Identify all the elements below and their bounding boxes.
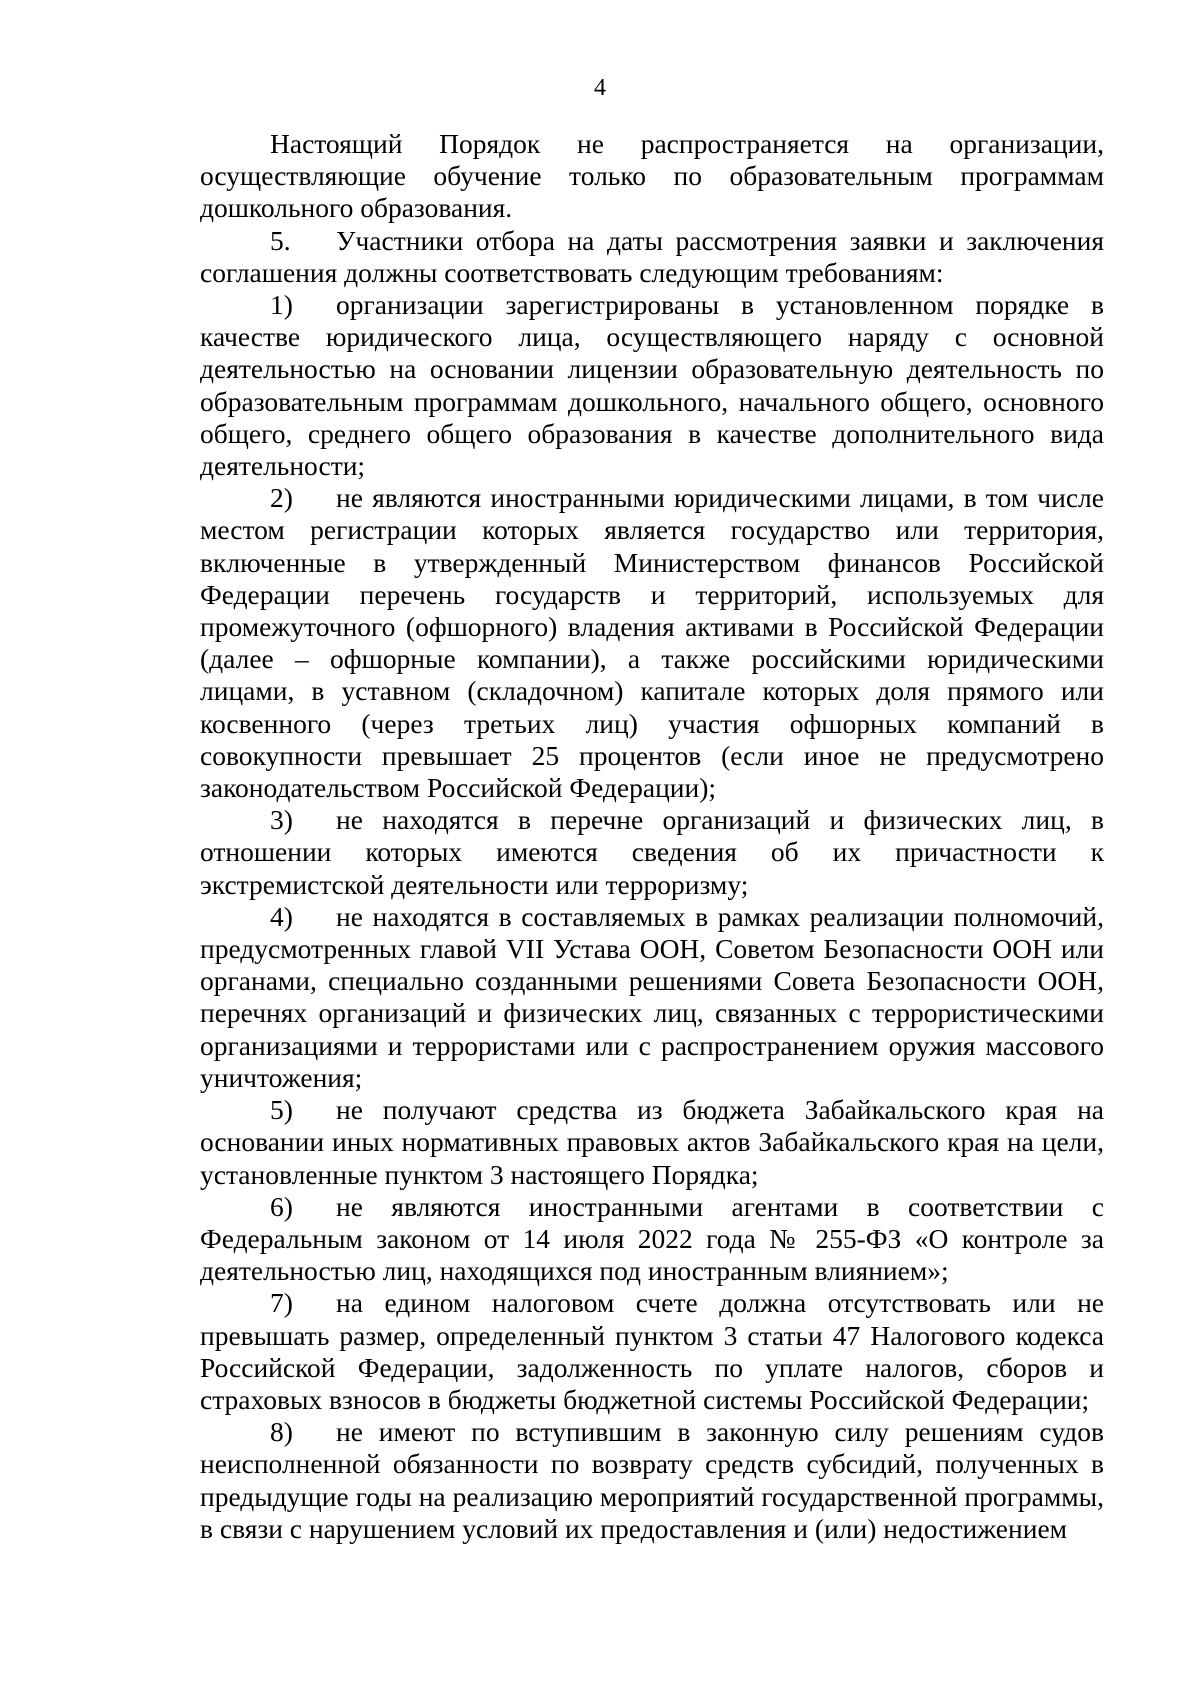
- paragraph-subitem-8: [200, 1416, 1104, 1545]
- paragraph-number: 2): [270, 482, 293, 514]
- paragraph-number: 1): [270, 289, 293, 321]
- paragraph-subitem-7: [200, 1287, 1104, 1416]
- paragraph-number: 7): [270, 1287, 293, 1319]
- paragraph-text: Настоящий Порядок не распространяется на организации, осуществляющие обучение только по образовательным программам дошкольного образования.: [200, 128, 1104, 224]
- paragraph-text: не получают средства из бюджета Забайкальского края на основании иных нормативных правовых актов Забайкальского края на цели, установленные пунктом 3 настоящего Порядка;: [200, 1094, 1104, 1190]
- paragraph-text: не находятся в составляемых в рамках реализации полномочий, предусмотренных главой VII Устава ООН, Советом Безопасности ООН или органами, специально созданными решениями Совета Безопасности ООН, перечнях организаций и физических лиц, связанных с террористическими организациями и террористами или с распространением оружия массового уничтожения;: [200, 900, 1104, 1093]
- paragraph-subitem-6: [200, 1191, 1104, 1288]
- paragraph-scope-note: [200, 128, 1104, 225]
- paragraph-subitem-4: [200, 901, 1104, 1094]
- paragraph-item-5: [200, 225, 1104, 289]
- paragraph-subitem-5: [200, 1094, 1104, 1191]
- paragraph-subitem-3: [200, 804, 1104, 901]
- paragraph-number: 8): [270, 1416, 293, 1448]
- paragraph-number: 6): [270, 1190, 293, 1222]
- paragraph-number: 4): [270, 900, 293, 932]
- paragraph-text: не являются иностранными агентами в соответствии с Федеральным законом от 14 июля 2022 года № 255-ФЗ «О контроле за деятельностью лиц, находящихся под иностранным влиянием»;: [200, 1190, 1104, 1287]
- paragraph-number: 3): [270, 804, 293, 836]
- paragraph-text: Участники отбора на даты рассмотрения заявки и заключения соглашения должны соответствовать следующим требованиям:: [200, 224, 1104, 288]
- paragraph-text: не являются иностранными юридическими лицами, в том числе местом регистрации которых является государство или территория, включенные в утвержденный Министерством финансов Российской Федерации перечень государств и территорий, используемых для промежуточного (офшорного) владения активами в Российской Федерации (далее – офшорные компании), а также российскими юридическими лицами, в уставном (складочном) капитале которых доля прямого или косвенного (через третьих лиц) участия офшорных компаний в совокупности превышает 25 процентов (если иное не предусмотрено законодательством Российской Федерации);: [200, 482, 1104, 804]
- paragraph-subitem-2: [200, 482, 1104, 804]
- paragraph-number: 5): [270, 1094, 293, 1126]
- paragraph-text: не имеют по вступившим в законную силу решениям судов неисполненной обязанности по возврату средств субсидий, полученных в предыдущие годы на реализацию мероприятий государственной программы, в связи с нарушением условий их предоставления и (или) недостижением: [200, 1416, 1104, 1544]
- paragraph-text: организации зарегистрированы в установленном порядке в качестве юридического лица, осуществляющего наряду с основной деятельностью на основании лицензии образовательную деятельность по образовательным программам дошкольного, начального общего, основного общего, среднего общего образования в качестве дополнительного вида деятельности;: [200, 289, 1104, 482]
- paragraph-text: не находятся в перечне организаций и физических лиц, в отношении которых имеются сведения об их причастности к экстремистской деятельности или терроризму;: [200, 804, 1104, 900]
- page-number: 4: [594, 75, 606, 101]
- paragraph-subitem-1: [200, 289, 1104, 482]
- paragraph-text: на едином налоговом счете должна отсутствовать или не превышать размер, определенный пунктом 3 статьи 47 Налогового кодекса Российской Федерации, задолженность по уплате налогов, сборов и страховых взносов в бюджеты бюджетной системы Российской Федерации;: [200, 1287, 1104, 1415]
- paragraph-number: 5.: [270, 224, 291, 256]
- document-body: [200, 128, 1104, 1545]
